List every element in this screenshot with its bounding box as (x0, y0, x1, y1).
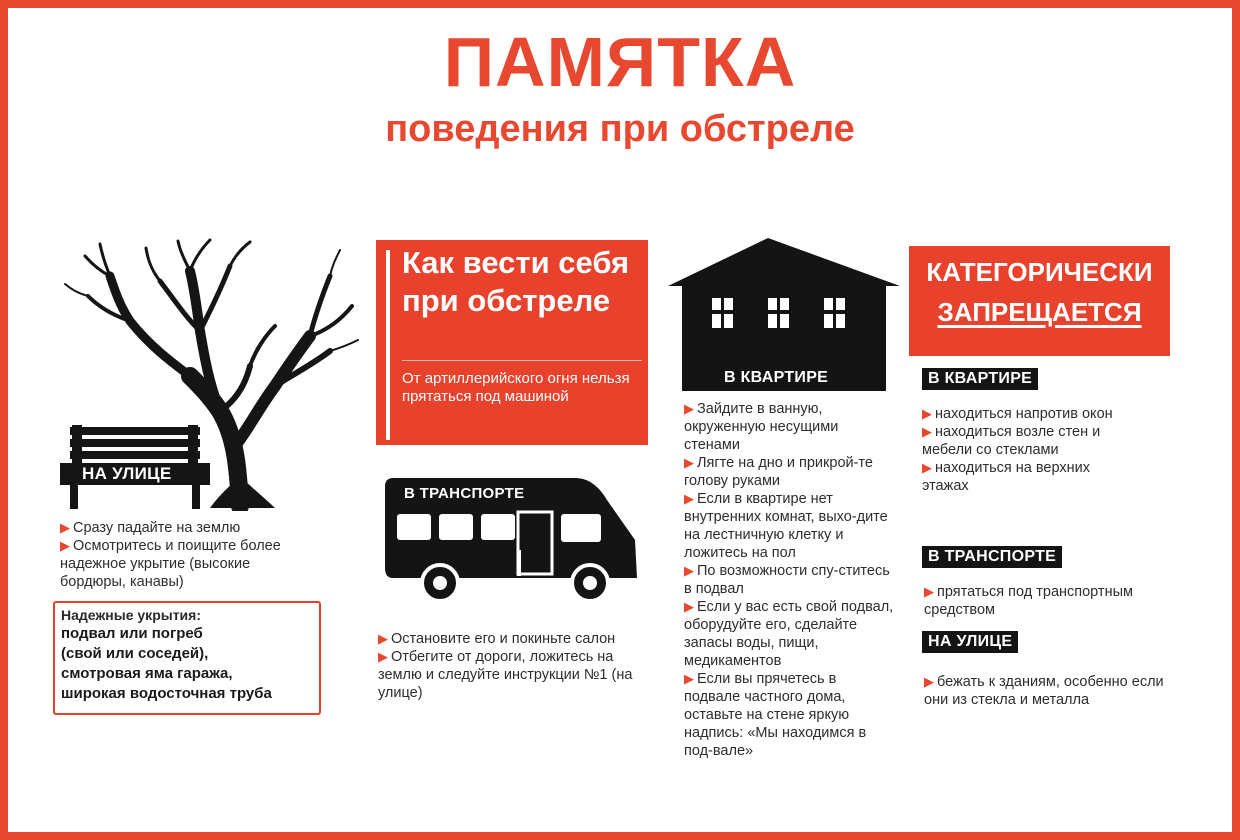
howto-note: От артиллерийского огня нельзя прятаться под машиной (402, 370, 630, 405)
street-tag: НА УЛИЦЕ (82, 464, 172, 483)
shelter-line: смотровая яма гаража, (61, 665, 233, 682)
page-title: ПАМЯТКА (443, 23, 797, 101)
list-item: ▶ находиться возле стен и мебели со стеклами (922, 424, 1101, 458)
list-item: ▶ находиться на верхних этажах (922, 460, 1091, 494)
howto-card (376, 240, 648, 445)
forbidden-apartment-list (922, 405, 1122, 495)
list-item: ▶ Отбегите от дороги, ложитесь на землю и следуйте инструкции №1 (на улице) (378, 649, 633, 701)
list-item: ▶ По возможности спу-ститесь в подвал (684, 563, 890, 597)
forbidden-street-list (924, 673, 1174, 709)
list-item: ▶ Зайдите в ванную, окруженную несущими стенами (684, 401, 839, 453)
list-item: ▶ Сразу падайте на землю (60, 520, 241, 536)
list-item: ▶ бежать к зданиям, особенно если они из стекла и металла (924, 674, 1164, 708)
shelter-title: Надежные укрытия: (61, 607, 201, 623)
divider (402, 360, 642, 361)
list-item: ▶ Лягте на дно и прикрой-те голову руками (684, 455, 873, 489)
list-item: ▶ прятаться под транспортным средством (924, 584, 1133, 618)
howto-heading: Как вести себя при обстреле (402, 245, 630, 318)
list-item: ▶ Если у вас есть свой подвал, оборудуйте его, сделайте запасы воды, пищи, медикаментов (684, 599, 894, 669)
list-item: ▶ Если в квартире нет внутренних комнат, выхо-дите на лестничную клетку и ложитесь на пол (684, 491, 888, 561)
transport-tag: В ТРАНСПОРТЕ (404, 485, 525, 502)
card-stripe (386, 250, 390, 440)
shelter-box (53, 601, 321, 715)
forbidden-transport-list (924, 583, 1174, 619)
shelter-line: широкая водосточная труба (61, 685, 272, 702)
forbidden-banner (909, 246, 1170, 356)
list-item: ▶ Остановите его и покиньте салон (378, 631, 616, 647)
forbidden-line2: ЗАПРЕЩАЕТСЯ (937, 297, 1142, 327)
street-list (60, 519, 320, 591)
apartment-tag: В КВАРТИРЕ (724, 369, 829, 386)
forbidden-apartment-tag: В КВАРТИРЕ (922, 368, 1038, 390)
transport-list (378, 630, 648, 702)
forbidden-line1: КАТЕГОРИЧЕСКИ (926, 257, 1153, 287)
list-item: ▶ Если вы прячетесь в подвале частного дома, оставьте на стене яркую надпись: «Мы находимся в под-вале» (684, 671, 867, 759)
page-subtitle: поведения при обстреле (385, 108, 855, 150)
list-item: ▶ находиться напротив окон (922, 406, 1113, 422)
forbidden-transport-tag: В ТРАНСПОРТЕ (922, 546, 1062, 568)
forbidden-street-tag: НА УЛИЦЕ (922, 631, 1018, 653)
list-item: ▶ Осмотритесь и поищите более надежное укрытие (высокие бордюры, канавы) (60, 538, 281, 590)
apartment-list (684, 400, 894, 760)
shelter-line: (свой или соседей), (61, 645, 209, 662)
shelter-line: подвал или погреб (61, 625, 203, 642)
